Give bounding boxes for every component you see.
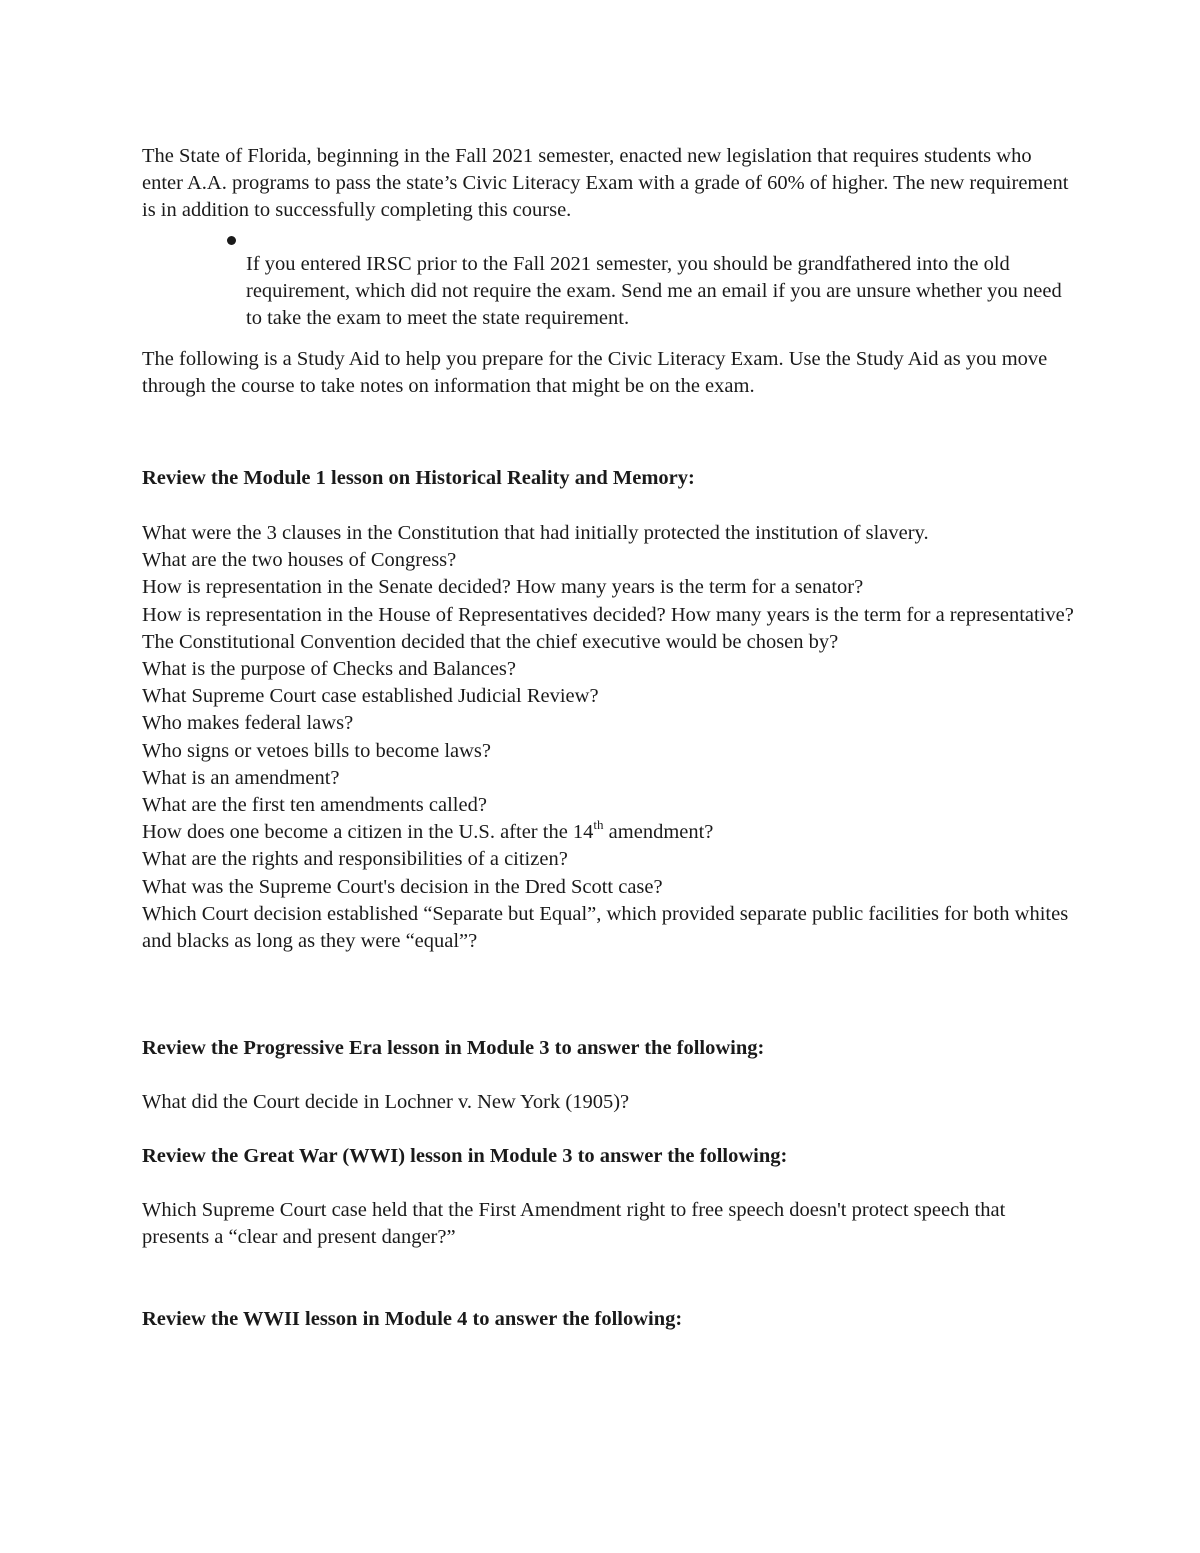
great-war-heading: Review the Great War (WWI) lesson in Module 3 to answer the following:	[142, 1145, 788, 1167]
citizen-question-end: amendment?	[603, 821, 714, 844]
question-item: What Supreme Court case established Judicial Review?	[142, 685, 599, 708]
progressive-era-heading: Review the Progressive Era lesson in Module 3 to answer the following:	[142, 1037, 765, 1059]
citizen-question-item	[142, 819, 1077, 846]
module1-heading: Review the Module 1 lesson on Historical Reality and Memory:	[142, 467, 695, 489]
intro-paragraph: The State of Florida, beginning in the Fall 2021 semester, enacted new legislation that requires students who enter A.A. programs to pass the state’s Civic Literacy Exam with a grade of 60% of higher. The new requirement is in addition to successfully completing this course.	[142, 145, 1069, 222]
question-item: How is representation in the Senate decided? How many years is the term for a senator?	[142, 576, 864, 599]
study-aid-paragraph: The following is a Study Aid to help you prepare for the Civic Literacy Exam. Use the Study Aid as you move through the course to take notes on information that might be on the exam.	[142, 348, 1048, 398]
question-item: Which Court decision established “Separate but Equal”, which provided separate public facilities for both whites and blacks as long as they were “equal”?	[142, 902, 1069, 953]
wwii-heading: Review the WWII lesson in Module 4 to answer the following:	[142, 1308, 683, 1330]
question-item: Who makes federal laws?	[142, 712, 354, 735]
question-item: What are the two houses of Congress?	[142, 549, 457, 572]
bullet-icon	[227, 236, 236, 245]
module1-question-list	[142, 520, 1077, 955]
citizen-question-text: How does one become a citizen in the U.S. after the 14	[142, 821, 594, 844]
question-item: The Constitutional Convention decided that the chief executive would be chosen by?	[142, 630, 839, 653]
question-item: What are the rights and responsibilities of a citizen?	[142, 848, 568, 871]
question-item: What are the first ten amendments called?	[142, 794, 487, 817]
question-item: What were the 3 clauses in the Constitution that had initially protected the institution of slavery.	[142, 522, 929, 544]
question-item: How is representation in the House of Representatives decided? How many years is the term for a representative?	[142, 603, 1074, 626]
lochner-question: What did the Court decide in Lochner v. New York (1905)?	[142, 1091, 630, 1113]
ordinal-superscript: th	[593, 817, 604, 833]
question-item: What is the purpose of Checks and Balances?	[142, 658, 517, 681]
grandfather-bullet-item: If you entered IRSC prior to the Fall 2021 semester, you should be grandfathered into the old requirement, which did not require the exam. Send me an email if you are unsure whether you need to take the exam to meet the state requirement.	[246, 252, 1062, 329]
clear-present-danger-question: Which Supreme Court case held that the First Amendment right to free speech doesn't protect speech that presents a “clear and present danger?”	[142, 1199, 1006, 1249]
question-item: What was the Supreme Court's decision in the Dred Scott case?	[142, 875, 663, 898]
question-item: What is an amendment?	[142, 766, 340, 789]
question-item: Who signs or vetoes bills to become laws?	[142, 739, 492, 762]
